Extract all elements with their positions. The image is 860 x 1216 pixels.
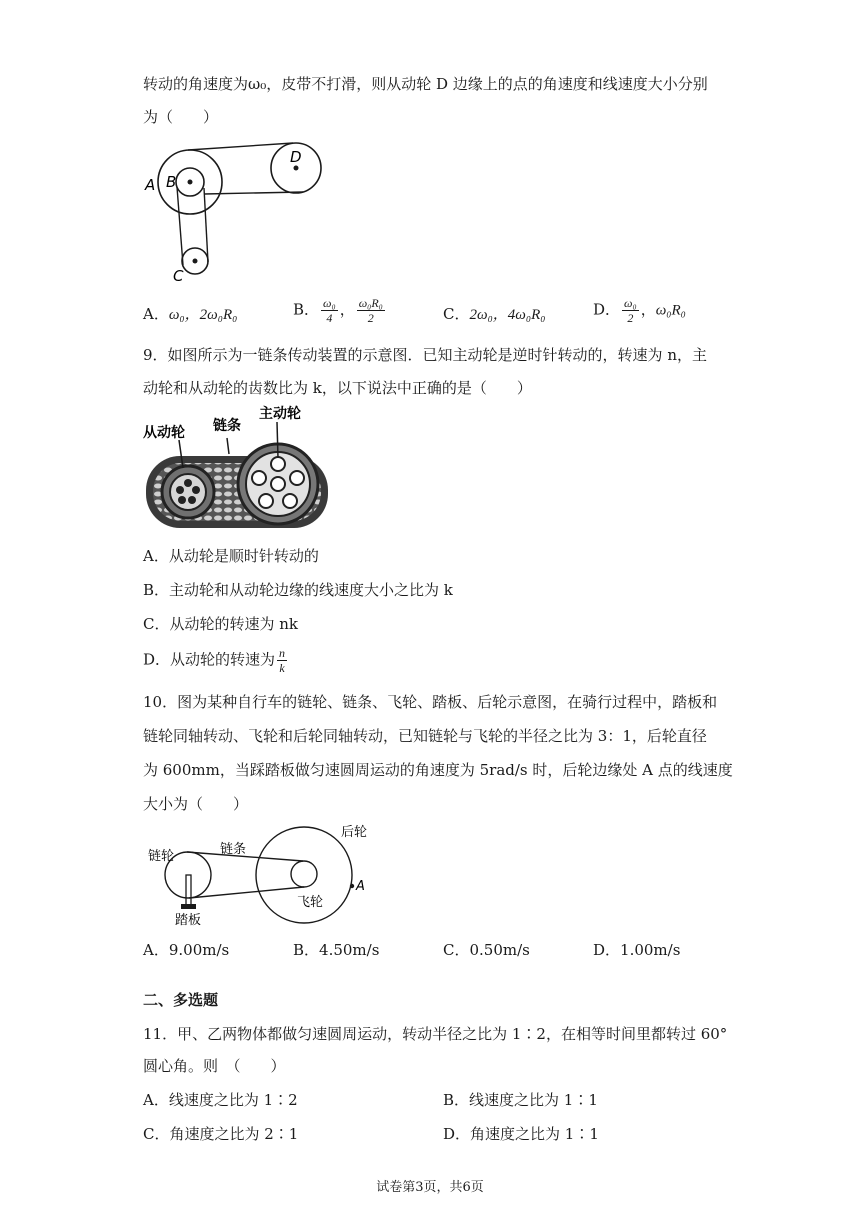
q11-option-a[interactable]: A．线速度之比为 1∶2 (143, 1091, 298, 1109)
label-sprocket: 链轮 (148, 849, 175, 864)
q11-stem-line1: 11．甲、乙两物体都做匀速圆周运动，转动半径之比为 1∶2，在相等时间里都转过 60° (143, 1025, 728, 1043)
q8-option-d[interactable]: D． $\frac{\text{ω₀}}{2}$ ，ω₀R₀ (593, 296, 686, 325)
q10-stem-line4: 大小为（ ） (143, 795, 249, 813)
belt-ad-top (188, 143, 293, 150)
q8-stem-line1: 转动的角速度为ω₀，皮带不打滑，则从动轮 D 边缘上的点的角速度和线速度大小分别 (143, 75, 708, 93)
q8-option-a[interactable]: A．ω₀，2ω₀R₀ (143, 305, 238, 323)
label-flywheel: 飞轮 (297, 895, 324, 910)
q10-stem-line3: 为 600mm，当踩踏板做匀速圆周运动的角速度为 5rad/s 时，后轮边缘处 A 点的线速度 (143, 761, 733, 779)
pedal-crank (186, 875, 191, 905)
q8-belt-pulley-figure (143, 140, 333, 285)
label-chain: 链条 (213, 418, 241, 434)
section-heading: 二、多选题 (143, 991, 219, 1009)
pedal (181, 904, 196, 909)
q10-option-c[interactable]: C．0.50m/s (443, 941, 530, 959)
belt-ad-bottom (204, 192, 303, 194)
q8-stem-line2: 为（ ） (143, 108, 219, 126)
label-chain: 链条 (220, 842, 247, 857)
q10-option-d[interactable]: D．1.00m/s (593, 941, 681, 959)
q9-option-a[interactable]: A．从动轮是顺时针转动的 (143, 547, 319, 565)
label-b: B (166, 173, 177, 191)
q11-option-b[interactable]: B．线速度之比为 1∶1 (443, 1091, 598, 1109)
q10-bicycle-figure (143, 820, 383, 932)
axle-ab (188, 180, 193, 185)
q10-option-b[interactable]: B．4.50m/s (293, 941, 380, 959)
q9-chain-figure (143, 402, 333, 532)
label-d: D (290, 148, 302, 166)
label-c: C (173, 267, 184, 285)
axle-c (193, 259, 198, 264)
q11-stem-line2: 圆心角。则 （ ） (143, 1057, 286, 1075)
q8-option-c[interactable]: C．2ω₀，4ω₀R₀ (443, 305, 546, 323)
q9-option-c[interactable]: C．从动轮的转速为 nk (143, 615, 298, 633)
label-a: A (145, 176, 156, 194)
q11-option-c[interactable]: C．角速度之比为 2∶1 (143, 1125, 299, 1143)
q8-option-b[interactable]: B． $\frac{\text{ω₀}}{4}$ ， $\frac{\text{ω₀R₀}}{2}$ (293, 296, 383, 325)
label-driven: 从动轮 (143, 425, 185, 441)
axle-d (294, 166, 299, 171)
belt-c-right (204, 188, 208, 262)
label-driver: 主动轮 (259, 406, 301, 422)
q10-stem-line1: 10．图为某种自行车的链轮、链条、飞轮、踏板、后轮示意图，在骑行过程中，踏板和 (143, 693, 718, 711)
q9-stem-line2: 动轮和从动轮的齿数比为 k，以下说法中正确的是（ ） (143, 379, 532, 397)
belt-c-left (177, 187, 183, 265)
label-a: A (356, 879, 365, 894)
fraction: $\frac{\text{ω₀R₀}}{2}$ (358, 296, 383, 325)
label-rear-wheel: 后轮 (341, 825, 368, 840)
flywheel (291, 861, 317, 887)
q10-stem-line2: 链轮同轴转动、飞轮和后轮同轴转动，已知链轮与飞轮的半径之比为 3：1，后轮直径 (143, 727, 707, 745)
point-a (350, 884, 354, 888)
fraction: $\frac{\text{ω₀}}{2}$ (624, 296, 637, 325)
q9-option-d[interactable]: D．从动轮的转速为 $\frac{n}{k}$ (143, 646, 286, 675)
label-pedal: 踏板 (175, 913, 202, 928)
q9-option-b[interactable]: B．主动轮和从动轮边缘的线速度大小之比为 k (143, 581, 453, 599)
q9-stem-line1: 9．如图所示为一链条传动装置的示意图．已知主动轮是逆时针转动的，转速为 n，主 (143, 346, 707, 364)
fraction: $\frac{\text{ω₀}}{4}$ (323, 296, 336, 325)
fraction: $\frac{n}{k}$ (279, 646, 286, 675)
q10-option-a[interactable]: A．9.00m/s (143, 941, 230, 959)
page-footer: 试卷第3页，共6页 (376, 1180, 484, 1195)
q11-option-d[interactable]: D．角速度之比为 1∶1 (443, 1125, 599, 1143)
